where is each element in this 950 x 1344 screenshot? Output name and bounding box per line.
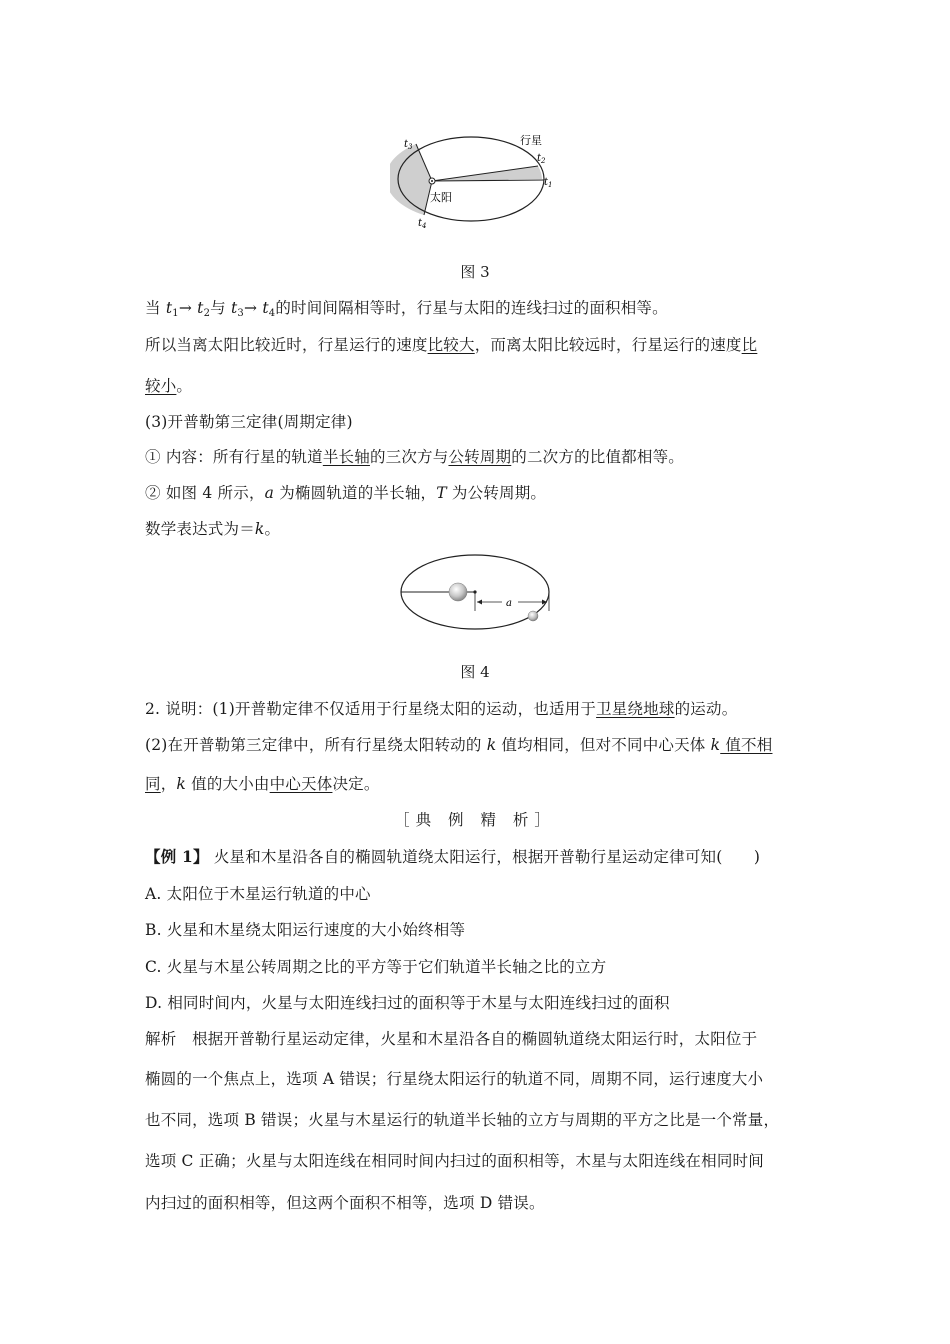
example-section-heading: ［典 例 精 析］ (394, 811, 556, 829)
blank-answer: 公转周期 (448, 448, 512, 466)
figure-4-reference: ② 如图 4 所示，a 为椭圆轨道的半长轴，T 为公转周期。 (145, 484, 547, 502)
blank-answer: 中心天体 (269, 775, 333, 793)
note-2: (2)在开普勒第三定律中，所有行星绕太阳转动的 k 值均相同，但对不同中心天体 k 值不相 (145, 736, 773, 754)
math-expression: 数学表达式为＝k。 (145, 520, 281, 538)
planet-icon (528, 611, 538, 621)
sun-label: 太阳 (430, 191, 452, 204)
figure-4-caption: 图 4 (460, 663, 490, 681)
solution-line-2: 椭圆的一个焦点上，选项 A 错误；行星绕太阳运行的轨道不同，周期不同，运行速度大小 (145, 1070, 764, 1088)
third-law-content: ① 内容：所有行星的轨道半长轴的三次方与公转周期的二次方的比值都相等。 (145, 448, 684, 466)
interval-sentence: 当 $t_1\to t_2$与 $t_3\to t_4$的时间间隔相等时，行星与太阳的连线扫过的面积相等。 (145, 299, 668, 319)
blank-answer: 值不相 (720, 736, 773, 754)
t1-label: $t_1$ (544, 177, 553, 189)
blank-answer: 同 (145, 775, 161, 793)
solution-line-5: 内扫过的面积相等，但这两个面积不相等，选项 D 错误。 (145, 1194, 545, 1212)
t4-label: $t_4$ (418, 218, 427, 230)
option-c: C. 火星与木星公转周期之比的平方等于它们轨道半长轴之比的立方 (145, 958, 607, 976)
third-law-heading: (3)开普勒第三定律(周期定律) (145, 413, 353, 431)
note-2-cont: 同，k 值的大小由中心天体决定。 (145, 775, 380, 793)
t2-label: $t_2$ (537, 153, 546, 165)
blank-answer: 比较大 (427, 336, 475, 354)
blank-answer: 卫星绕地球 (596, 700, 675, 718)
speed-sentence-cont: 较小。 (145, 377, 193, 395)
planet-label: 行星 (520, 134, 542, 147)
note-1: 2. 说明：(1)开普勒定律不仅适用于行星绕太阳的运动，也适用于卫星绕地球的运动。 (145, 700, 738, 718)
example-question: 【例 1】 火星和木星沿各自的椭圆轨道绕太阳运行，根据开普勒行星运动定律可知( ) (145, 847, 761, 866)
semi-axis-label: a (506, 598, 512, 609)
blank-answer: 较小 (145, 377, 177, 395)
speed-sentence: 所以当离太阳比较近时，行星运行的速度比较大，而离太阳比较远时，行星运行的速度比 (145, 336, 758, 354)
figure-3-kepler-second-law (390, 128, 560, 232)
option-b: B. 火星和木星绕太阳运行速度的大小始终相等 (145, 921, 466, 939)
example-tag: 【例 1】 (145, 847, 209, 866)
blank-answer: 半长轴 (322, 448, 370, 466)
t3-label: $t_3$ (404, 139, 413, 151)
option-d: D. 相同时间内，火星与太阳连线扫过的面积等于木星与太阳连线扫过的面积 (145, 994, 670, 1012)
solution-line-4: 选项 C 正确；火星与太阳连线在相同时间内扫过的面积相等，木星与太阳连线在相同时间 (145, 1152, 764, 1170)
blank-answer: 比 (741, 336, 758, 354)
solution-line-3: 也不同，选项 B 错误；火星与木星运行的轨道半长轴的立方与周期的平方之比是一个常量， (145, 1111, 780, 1129)
figure-4-semi-major-axis (398, 553, 554, 633)
solution-line-1: 解析 根据开普勒行星运动定律，火星和木星沿各自的椭圆轨道绕太阳运行时，太阳位于 (145, 1030, 758, 1048)
option-a: A. 太阳位于木星运行轨道的中心 (145, 885, 371, 903)
figure-3-caption: 图 3 (460, 263, 490, 281)
sun-icon (449, 583, 467, 601)
